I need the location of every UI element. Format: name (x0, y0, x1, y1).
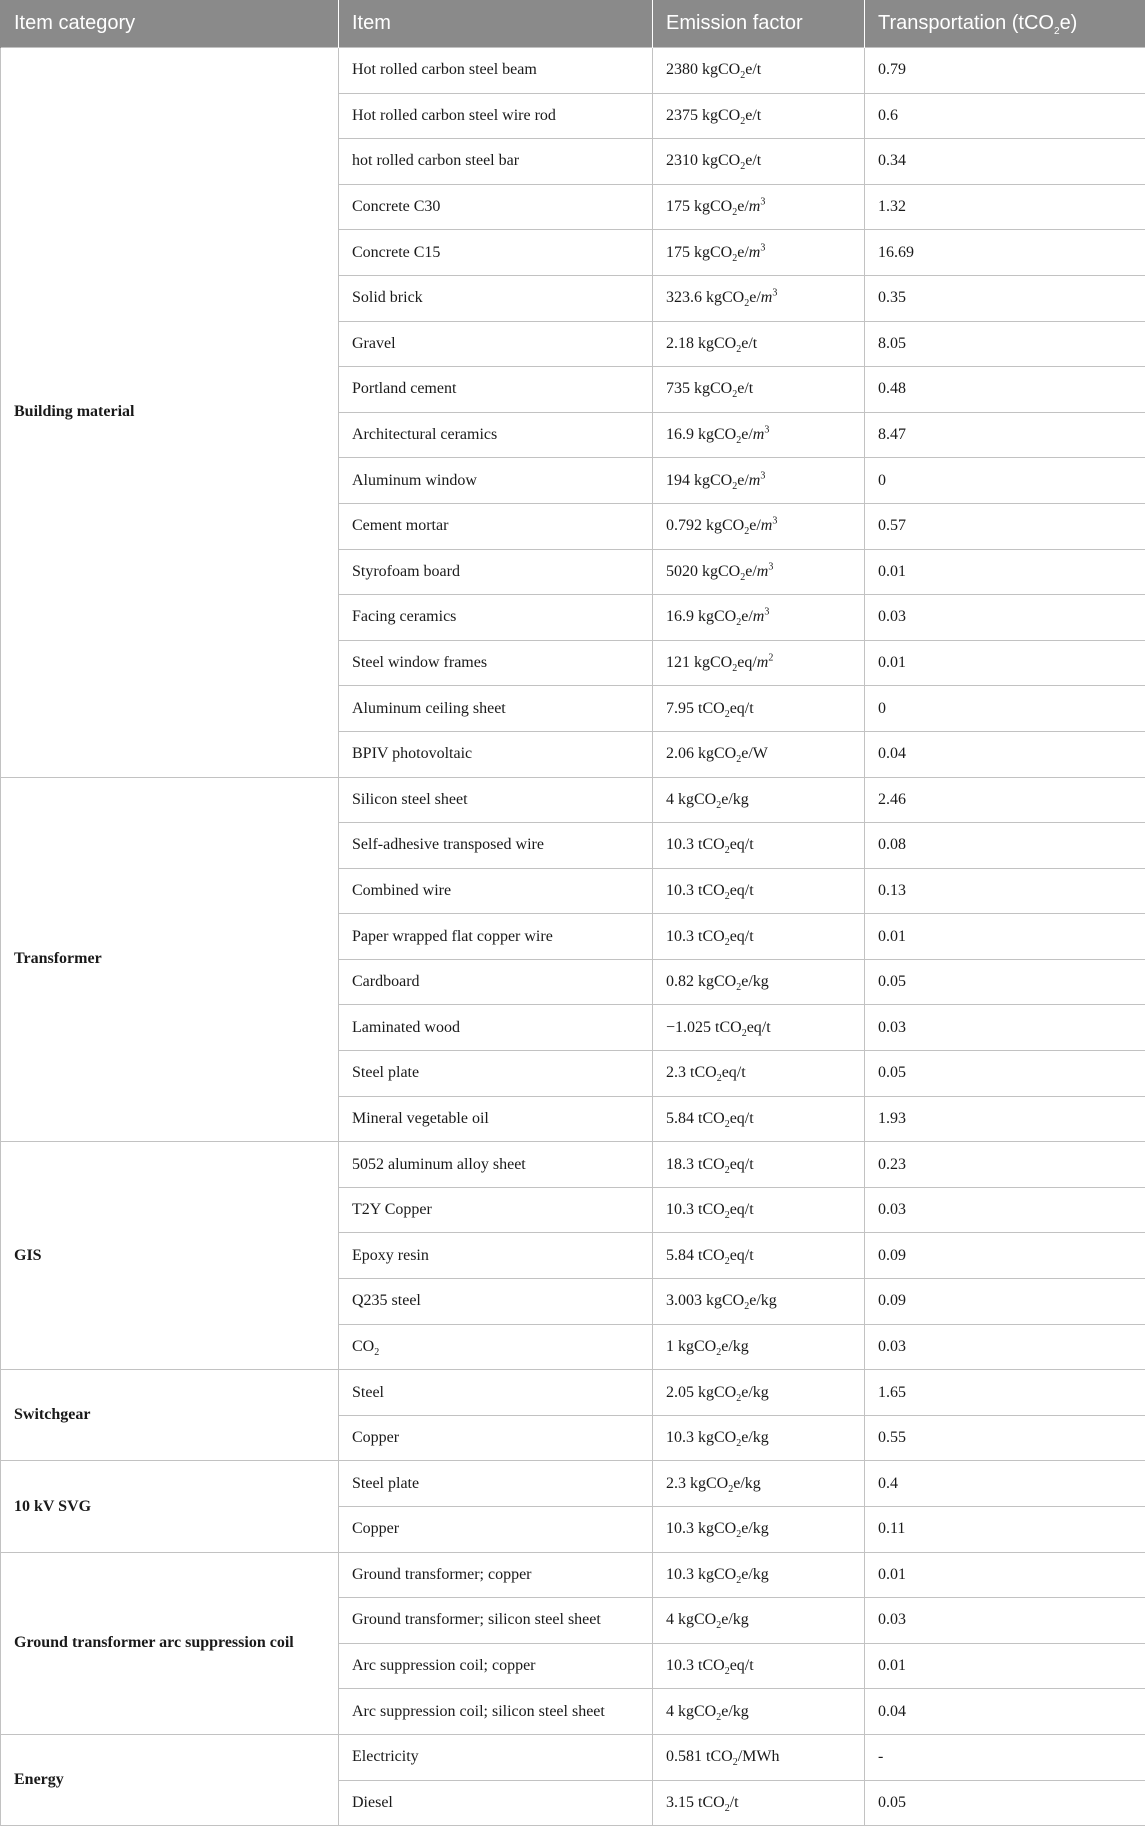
emission-factor-cell: 0.82 kgCO$_2$e/kg (653, 959, 865, 1005)
item-cell: 5052 aluminum alloy sheet (339, 1142, 653, 1188)
emission-factor-cell: 16.9 $kgCO_2e/m^3$ (653, 412, 865, 458)
header-transportation-tail: e) (1059, 12, 1078, 34)
transportation-cell: 0.57 (865, 503, 1145, 549)
emission-factor-cell: 4 kgCO$_2$e/kg (653, 1689, 865, 1735)
emission-factor-cell: 5.84 tCO$_2$eq/t (653, 1233, 865, 1279)
item-cell: Laminated wood (339, 1005, 653, 1051)
transportation-cell: 0.01 (865, 1643, 1145, 1689)
emission-factor-cell: 175 $kgCO_2e/m^3$ (653, 230, 865, 276)
transportation-cell: 0.13 (865, 868, 1145, 914)
item-cell: hot rolled carbon steel bar (339, 139, 653, 185)
emission-factor-cell: 10.3 tCO$_2$eq/t (653, 823, 865, 869)
transportation-cell: 0.03 (865, 595, 1145, 641)
table-row (1, 1734, 1145, 1780)
transportation-cell: 0.05 (865, 1051, 1145, 1097)
item-cell: Aluminum ceiling sheet (339, 686, 653, 732)
item-cell: Self-adhesive transposed wire (339, 823, 653, 869)
transportation-cell: 0.03 (865, 1187, 1145, 1233)
transportation-cell: 0.09 (865, 1233, 1145, 1279)
item-cell: Epoxy resin (339, 1233, 653, 1279)
emission-factor-cell: 735 kgCO$_2$e/t (653, 367, 865, 413)
item-cell: Aluminum window (339, 458, 653, 504)
emission-factor-cell: 194 $kgCO_2e/m^3$ (653, 458, 865, 504)
transportation-cell: 0.23 (865, 1142, 1145, 1188)
transportation-cell: 0.01 (865, 1552, 1145, 1598)
table-row (1, 48, 1145, 94)
transportation-cell: 0.03 (865, 1598, 1145, 1644)
emission-factor-cell: 10.3 kgCO$_2$e/kg (653, 1507, 865, 1553)
item-category-cell: Building material (1, 48, 339, 778)
transportation-cell: 0.09 (865, 1279, 1145, 1325)
emission-factor-cell: 10.3 kgCO$_2$e/kg (653, 1415, 865, 1461)
table-row (1, 777, 1145, 823)
table-row (1, 1370, 1145, 1416)
item-cell: Arc suppression coil; copper (339, 1643, 653, 1689)
item-cell: Electricity (339, 1734, 653, 1780)
item-cell: Concrete C30 (339, 184, 653, 230)
transportation-cell: - (865, 1734, 1145, 1780)
emission-factor-cell: 4 kgCO$_2$e/kg (653, 777, 865, 823)
item-cell: Solid brick (339, 275, 653, 321)
item-cell: Arc suppression coil; silicon steel sheet (339, 1689, 653, 1735)
item-cell: Cardboard (339, 959, 653, 1005)
item-cell: $CO_2$ (339, 1324, 653, 1370)
item-cell: Copper (339, 1507, 653, 1553)
emission-factor-cell: 10.3 tCO$_2$eq/t (653, 868, 865, 914)
item-cell: Steel plate (339, 1051, 653, 1097)
table-body (1, 48, 1145, 1826)
item-cell: BPIV photovoltaic (339, 731, 653, 777)
transportation-cell: 8.05 (865, 321, 1145, 367)
item-category-cell: 10 kV SVG (1, 1461, 339, 1552)
header-transportation-text: Transportation (tCO (878, 12, 1054, 34)
item-cell: Q235 steel (339, 1279, 653, 1325)
transportation-cell: 0.03 (865, 1324, 1145, 1370)
header-item-category: Item category (1, 0, 339, 48)
item-cell: Portland cement (339, 367, 653, 413)
emission-factor-cell: 2.05 kgCO$_2$e/kg (653, 1370, 865, 1416)
emission-factor-cell: 0.581 tCO$_2$/MWh (653, 1734, 865, 1780)
transportation-cell: 0.48 (865, 367, 1145, 413)
item-category-cell: Transformer (1, 777, 339, 1142)
emission-factor-cell: 323.6 $kgCO_2e/m^3$ (653, 275, 865, 321)
item-cell: T2Y Copper (339, 1187, 653, 1233)
item-cell: Ground transformer; copper (339, 1552, 653, 1598)
transportation-cell: 0.79 (865, 48, 1145, 94)
item-cell: Paper wrapped flat copper wire (339, 914, 653, 960)
table-row (1, 1552, 1145, 1598)
transportation-cell: 0.04 (865, 1689, 1145, 1735)
emission-factor-cell: 0.792 $kgCO_2e/m^3$ (653, 503, 865, 549)
item-cell: Concrete C15 (339, 230, 653, 276)
emission-factor-cell: 5.84 tCO$_2$eq/t (653, 1096, 865, 1142)
emission-factor-cell: 10.3 tCO$_2$eq/t (653, 914, 865, 960)
emission-factor-cell: 7.95 tCO$_2$eq/t (653, 686, 865, 732)
transportation-cell: 0.4 (865, 1461, 1145, 1507)
emission-factor-cell: 1 kgCO$_2$e/kg (653, 1324, 865, 1370)
transportation-cell: 1.93 (865, 1096, 1145, 1142)
header-row (1, 0, 1145, 48)
transportation-cell: 0.11 (865, 1507, 1145, 1553)
emission-factor-cell: 10.3 kgCO$_2$e/kg (653, 1552, 865, 1598)
transportation-cell: 16.69 (865, 230, 1145, 276)
item-cell: Styrofoam board (339, 549, 653, 595)
transportation-cell: 0.04 (865, 731, 1145, 777)
emission-factor-cell: 3.15 tCO$_2$/t (653, 1780, 865, 1826)
emission-factor-cell: 175 $kgCO_2e/m^3$ (653, 184, 865, 230)
emission-factor-cell: 3.003 kgCO$_2$e/kg (653, 1279, 865, 1325)
item-cell: Hot rolled carbon steel beam (339, 48, 653, 94)
emission-factor-cell: 2375 kgCO$_2$e/t (653, 93, 865, 139)
emission-factor-cell: 2.3 tCO$_2$eq/t (653, 1051, 865, 1097)
item-category-cell: Ground transformer arc suppression coil (1, 1552, 339, 1734)
header-transportation-subscript: 2 (1054, 26, 1060, 37)
transportation-cell: 2.46 (865, 777, 1145, 823)
item-category-cell: GIS (1, 1142, 339, 1370)
item-cell: Copper (339, 1415, 653, 1461)
transportation-cell: 8.47 (865, 412, 1145, 458)
header-emission-factor: Emission factor (653, 0, 865, 48)
transportation-cell: 0 (865, 458, 1145, 504)
transportation-cell: 0.03 (865, 1005, 1145, 1051)
emission-factor-cell: 5020 $kgCO_2e/m^3$ (653, 549, 865, 595)
transportation-cell: 0.55 (865, 1415, 1145, 1461)
item-category-cell: Energy (1, 1734, 339, 1825)
item-cell: Combined wire (339, 868, 653, 914)
transportation-cell: 0.01 (865, 640, 1145, 686)
item-cell: Mineral vegetable oil (339, 1096, 653, 1142)
item-category-cell: Switchgear (1, 1370, 339, 1461)
transportation-cell: 1.65 (865, 1370, 1145, 1416)
transportation-cell: 0.05 (865, 959, 1145, 1005)
emission-factor-cell: 2.3 kgCO$_2$e/kg (653, 1461, 865, 1507)
item-cell: Gravel (339, 321, 653, 367)
transportation-cell: 0.35 (865, 275, 1145, 321)
item-cell: Steel window frames (339, 640, 653, 686)
item-cell: Hot rolled carbon steel wire rod (339, 93, 653, 139)
item-cell: Steel (339, 1370, 653, 1416)
emission-factor-cell: 18.3 tCO$_2$eq/t (653, 1142, 865, 1188)
item-cell: Cement mortar (339, 503, 653, 549)
emission-factor-cell: 2.06 kgCO$_2$e/W (653, 731, 865, 777)
item-cell: Architectural ceramics (339, 412, 653, 458)
item-cell: Steel plate (339, 1461, 653, 1507)
emission-factor-cell: 2380 kgCO$_2$e/t (653, 48, 865, 94)
transportation-cell: 0 (865, 686, 1145, 732)
transportation-cell: 0.08 (865, 823, 1145, 869)
emission-factor-cell: 4 kgCO$_2$e/kg (653, 1598, 865, 1644)
item-cell: Ground transformer; silicon steel sheet (339, 1598, 653, 1644)
emission-factor-cell: 10.3 tCO$_2$eq/t (653, 1187, 865, 1233)
emission-factor-cell: 10.3 tCO$_2$eq/t (653, 1643, 865, 1689)
emission-factor-cell: 121 $kgCO_2eq/m^2$ (653, 640, 865, 686)
emission-factor-cell: −1.025 tCO$_2$eq/t (653, 1005, 865, 1051)
transportation-cell: 1.32 (865, 184, 1145, 230)
table-row (1, 1461, 1145, 1507)
transportation-cell: 0.34 (865, 139, 1145, 185)
transportation-cell: 0.6 (865, 93, 1145, 139)
item-cell: Facing ceramics (339, 595, 653, 641)
emission-factor-cell: 16.9 $kgCO_2e/m^3$ (653, 595, 865, 641)
item-cell: Silicon steel sheet (339, 777, 653, 823)
emission-factor-cell: 2.18 kgCO$_2$e/t (653, 321, 865, 367)
transportation-cell: 0.05 (865, 1780, 1145, 1826)
transportation-cell: 0.01 (865, 914, 1145, 960)
item-cell: Diesel (339, 1780, 653, 1826)
table-row (1, 1142, 1145, 1188)
transportation-cell: 0.01 (865, 549, 1145, 595)
header-transportation (865, 0, 1145, 48)
header-item: Item (339, 0, 653, 48)
emission-factor-cell: 2310 kgCO$_2$e/t (653, 139, 865, 185)
